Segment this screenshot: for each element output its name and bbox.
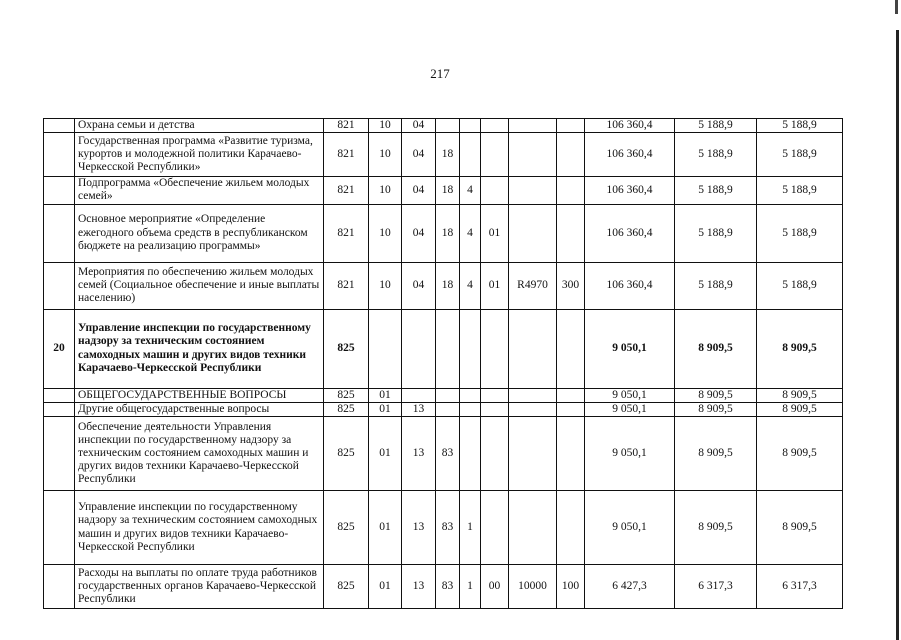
cell-c2: 1: [460, 565, 481, 609]
cell-pr: 04: [402, 262, 436, 309]
cell-rz: 01: [369, 565, 402, 609]
cell-s3: 8 909,5: [757, 417, 843, 491]
cell-c2: [460, 388, 481, 402]
cell-s3: 8 909,5: [757, 388, 843, 402]
cell-pr: 13: [402, 417, 436, 491]
table-row: [44, 133, 843, 177]
cell-s2: 8 909,5: [675, 417, 757, 491]
cell-c3: [481, 388, 509, 402]
cell-c1: [436, 309, 460, 388]
cell-vr: [557, 417, 585, 491]
cell-c2: 4: [460, 177, 481, 204]
table-row: [44, 565, 843, 609]
cell-c4: [509, 402, 557, 416]
cell-s1: 9 050,1: [585, 309, 675, 388]
budget-table: [43, 118, 843, 609]
cell-rz: 01: [369, 402, 402, 416]
cell-s1: 106 360,4: [585, 204, 675, 262]
cell-pr: 13: [402, 565, 436, 609]
cell-n: [44, 402, 75, 416]
cell-rz: 01: [369, 417, 402, 491]
cell-c1: 83: [436, 565, 460, 609]
table-row: [44, 119, 843, 133]
cell-ved: 821: [324, 177, 369, 204]
cell-s1: 9 050,1: [585, 491, 675, 565]
cell-vr: [557, 491, 585, 565]
cell-vr: [557, 119, 585, 133]
cell-ved: 825: [324, 565, 369, 609]
cell-vr: [557, 309, 585, 388]
cell-s3: 5 188,9: [757, 133, 843, 177]
cell-s1: 6 427,3: [585, 565, 675, 609]
table-row: [44, 491, 843, 565]
cell-c1: 18: [436, 177, 460, 204]
page-number: 217: [430, 66, 450, 81]
cell-vr: [557, 204, 585, 262]
scan-edge-mark: [895, 0, 898, 14]
cell-pr: 04: [402, 119, 436, 133]
cell-s2: 8 909,5: [675, 491, 757, 565]
cell-ved: 825: [324, 417, 369, 491]
cell-name: Расходы на выплаты по оплате труда работников государственных органов Карачаево-Черкесской Республики: [75, 565, 324, 609]
cell-c2: [460, 119, 481, 133]
cell-c2: [460, 309, 481, 388]
cell-c1: 18: [436, 204, 460, 262]
table-row: [44, 417, 843, 491]
cell-s1: 106 360,4: [585, 119, 675, 133]
cell-s1: 106 360,4: [585, 133, 675, 177]
cell-c1: 18: [436, 262, 460, 309]
table-row: [44, 402, 843, 416]
cell-pr: 04: [402, 204, 436, 262]
cell-c4: 10000: [509, 565, 557, 609]
table-row: [44, 204, 843, 262]
cell-rz: [369, 309, 402, 388]
cell-c4: R4970: [509, 262, 557, 309]
cell-s3: 8 909,5: [757, 402, 843, 416]
cell-s3: 8 909,5: [757, 491, 843, 565]
cell-s2: 8 909,5: [675, 402, 757, 416]
cell-c1: [436, 388, 460, 402]
cell-s2: 5 188,9: [675, 133, 757, 177]
budget-table-body: [44, 119, 843, 609]
cell-ved: 825: [324, 309, 369, 388]
cell-name: Обеспечение деятельности Управления инспекции по государственному надзору за техническим состоянием самоходных машин и других видов техники Карачаево-Черкесской Республики: [75, 417, 324, 491]
cell-s1: 106 360,4: [585, 262, 675, 309]
cell-s3: 5 188,9: [757, 177, 843, 204]
cell-pr: 13: [402, 402, 436, 416]
cell-n: [44, 388, 75, 402]
cell-s1: 106 360,4: [585, 177, 675, 204]
cell-c1: 18: [436, 133, 460, 177]
cell-name: Охрана семьи и детства: [75, 119, 324, 133]
cell-n: 20: [44, 309, 75, 388]
cell-c4: [509, 388, 557, 402]
cell-name: Государственная программа «Развитие туризма, курортов и молодежной политики Карачаево-Черкесской Республики»: [75, 133, 324, 177]
cell-name: Управление инспекции по государственному надзору за техническим состоянием самоходных машин и других видов техники Карачаево-Черкесской Республики: [75, 309, 324, 388]
cell-name: ОБЩЕГОСУДАРСТВЕННЫЕ ВОПРОСЫ: [75, 388, 324, 402]
cell-c4: [509, 491, 557, 565]
cell-name: Основное мероприятие «Определение ежегодного объема средств в республиканском бюджете на реализацию программы»: [75, 204, 324, 262]
cell-rz: 10: [369, 204, 402, 262]
cell-ved: 821: [324, 204, 369, 262]
cell-s3: 6 317,3: [757, 565, 843, 609]
cell-pr: [402, 309, 436, 388]
cell-s3: 5 188,9: [757, 119, 843, 133]
cell-rz: 10: [369, 119, 402, 133]
cell-s3: 8 909,5: [757, 309, 843, 388]
cell-c2: 1: [460, 491, 481, 565]
cell-s1: 9 050,1: [585, 417, 675, 491]
cell-c2: [460, 402, 481, 416]
cell-c3: [481, 417, 509, 491]
cell-vr: [557, 402, 585, 416]
cell-vr: 100: [557, 565, 585, 609]
cell-ved: 825: [324, 402, 369, 416]
scan-edge-line: [896, 30, 899, 640]
table-row: [44, 262, 843, 309]
cell-s2: 8 909,5: [675, 388, 757, 402]
cell-n: [44, 262, 75, 309]
cell-pr: 13: [402, 491, 436, 565]
cell-vr: [557, 177, 585, 204]
table-row: [44, 177, 843, 204]
cell-rz: 01: [369, 491, 402, 565]
cell-n: [44, 133, 75, 177]
cell-c4: [509, 417, 557, 491]
cell-name: Подпрограмма «Обеспечение жильем молодых семей»: [75, 177, 324, 204]
cell-c2: 4: [460, 262, 481, 309]
cell-ved: 825: [324, 388, 369, 402]
cell-ved: 825: [324, 491, 369, 565]
cell-c1: [436, 402, 460, 416]
cell-rz: 10: [369, 177, 402, 204]
cell-c3: 01: [481, 262, 509, 309]
cell-n: [44, 177, 75, 204]
cell-name: Другие общегосударственные вопросы: [75, 402, 324, 416]
cell-s2: 5 188,9: [675, 262, 757, 309]
cell-c3: [481, 119, 509, 133]
cell-pr: 04: [402, 133, 436, 177]
cell-n: [44, 204, 75, 262]
cell-c3: [481, 133, 509, 177]
cell-c3: [481, 309, 509, 388]
cell-s2: 5 188,9: [675, 177, 757, 204]
cell-rz: 10: [369, 133, 402, 177]
cell-c4: [509, 119, 557, 133]
cell-c4: [509, 133, 557, 177]
cell-c3: [481, 402, 509, 416]
cell-c4: [509, 309, 557, 388]
cell-c3: 01: [481, 204, 509, 262]
cell-c3: 00: [481, 565, 509, 609]
table-row: [44, 309, 843, 388]
cell-n: [44, 119, 75, 133]
cell-c1: [436, 119, 460, 133]
cell-s1: 9 050,1: [585, 388, 675, 402]
cell-c4: [509, 204, 557, 262]
cell-n: [44, 417, 75, 491]
cell-rz: 10: [369, 262, 402, 309]
cell-pr: [402, 388, 436, 402]
cell-vr: [557, 133, 585, 177]
cell-c3: [481, 177, 509, 204]
cell-vr: [557, 388, 585, 402]
cell-c2: [460, 417, 481, 491]
cell-n: [44, 565, 75, 609]
cell-n: [44, 491, 75, 565]
cell-c1: 83: [436, 491, 460, 565]
cell-name: Управление инспекции по государственному надзору за техническим состоянием самоходных машин и других видов техники Карачаево-Черкесской Республики: [75, 491, 324, 565]
cell-rz: 01: [369, 388, 402, 402]
cell-s3: 5 188,9: [757, 262, 843, 309]
cell-c4: [509, 177, 557, 204]
cell-ved: 821: [324, 262, 369, 309]
cell-vr: 300: [557, 262, 585, 309]
cell-c3: [481, 491, 509, 565]
cell-name: Мероприятия по обеспечению жильем молодых семей (Социальное обеспечение и иные выплаты населению): [75, 262, 324, 309]
cell-s2: 5 188,9: [675, 204, 757, 262]
cell-s3: 5 188,9: [757, 204, 843, 262]
cell-ved: 821: [324, 119, 369, 133]
cell-s2: 8 909,5: [675, 309, 757, 388]
table-row: [44, 388, 843, 402]
cell-pr: 04: [402, 177, 436, 204]
cell-s2: 5 188,9: [675, 119, 757, 133]
cell-c2: [460, 133, 481, 177]
cell-s2: 6 317,3: [675, 565, 757, 609]
cell-c1: 83: [436, 417, 460, 491]
cell-s1: 9 050,1: [585, 402, 675, 416]
cell-ved: 821: [324, 133, 369, 177]
cell-c2: 4: [460, 204, 481, 262]
